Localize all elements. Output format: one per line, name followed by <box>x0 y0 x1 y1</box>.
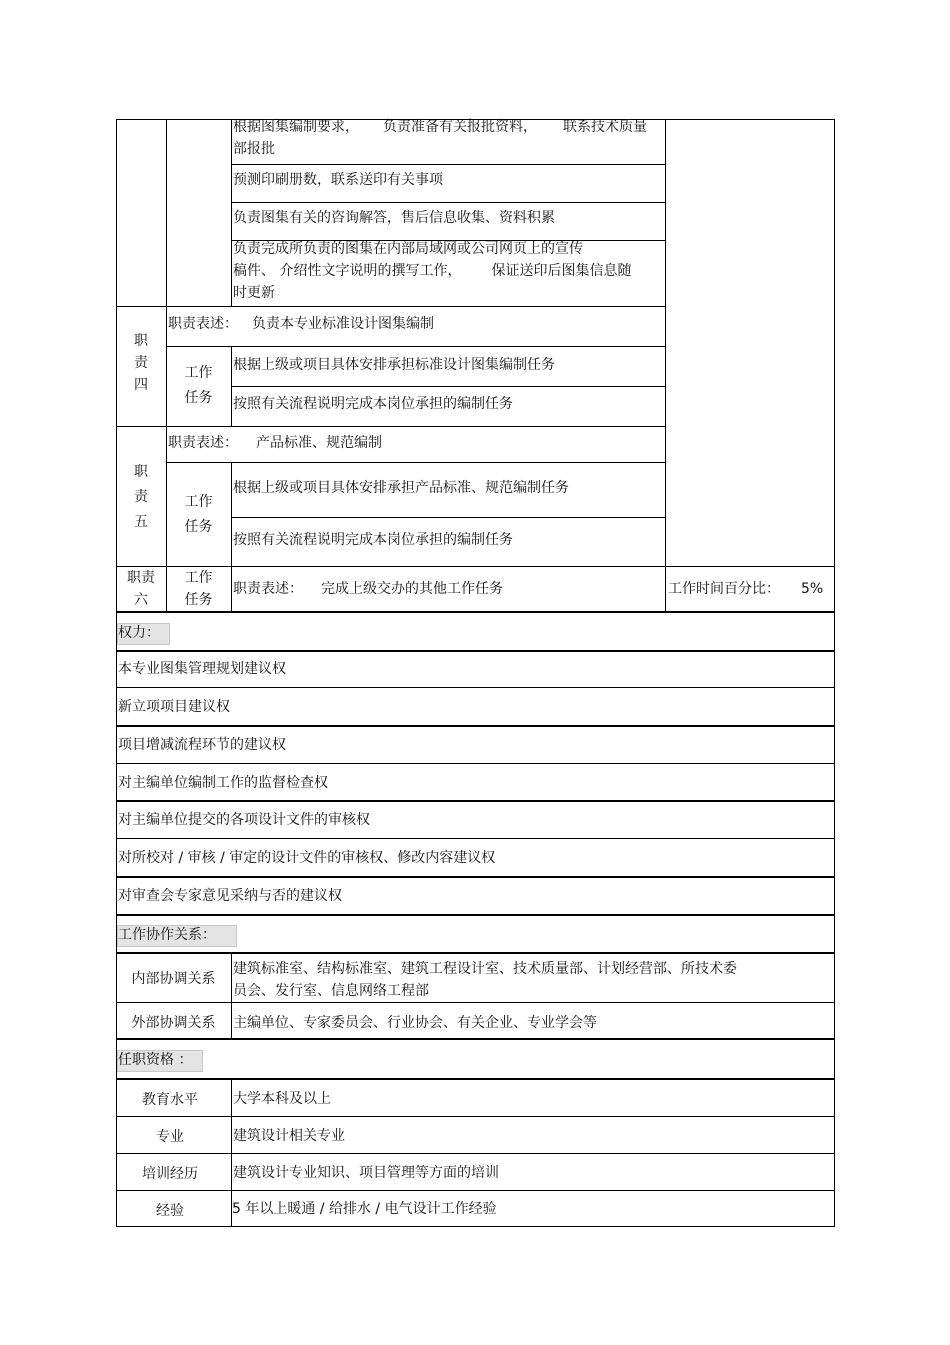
task-text: 根据图集编制要求， 负责准备有关报批资料， 联系技术质量 <box>233 119 647 135</box>
qualification-value: 建筑设计专业知识、项目管理等方面的培训 <box>233 1165 499 1181</box>
task-text: 根据上级或项目具体安排承担标准设计图集编制任务 <box>233 357 555 373</box>
external-value: 主编单位、专家委员会、行业协会、有关企业、专业学会等 <box>233 1015 597 1031</box>
time-percentage-value: 5% <box>801 581 824 597</box>
rule <box>231 119 232 306</box>
rule <box>116 914 835 916</box>
authority-item: 对主编单位提交的各项设计文件的审核权 <box>118 812 370 828</box>
authority-item: 对主编单位编制工作的监督检查权 <box>118 775 328 791</box>
rule <box>834 119 835 1227</box>
time-percentage-label: 工作时间百分比： <box>668 581 780 597</box>
qualification-label: 培训经历 <box>142 1166 198 1182</box>
task-text: 根据上级或项目具体安排承担产品标准、规范编制任务 <box>233 480 569 496</box>
rule <box>116 1078 835 1080</box>
internal-value: 员会、发行室、信息网络工程部 <box>233 983 429 999</box>
rule <box>116 838 834 839</box>
rule <box>116 1038 835 1040</box>
task-label: 工作 任务 <box>184 570 213 608</box>
rule <box>116 611 835 613</box>
qualification-label: 教育水平 <box>142 1092 198 1108</box>
internal-label: 内部协调关系 <box>131 971 216 987</box>
task-text: 负责完成所负责的图集在内部局域网或公司网页上的宣传 <box>233 241 583 257</box>
rule <box>116 306 665 307</box>
qualification-header: 任职资格 ： <box>118 1052 193 1068</box>
rule <box>116 800 835 802</box>
qualification-label: 经验 <box>156 1203 184 1219</box>
rule <box>665 119 666 612</box>
rule <box>116 952 835 954</box>
rule <box>116 763 834 764</box>
duty-description: 职责表述： 负责本专业标准设计图集编制 <box>168 316 434 332</box>
rule <box>231 517 665 518</box>
qualification-label: 专业 <box>156 1129 184 1145</box>
cooperation-header: 工作协作关系： <box>118 927 216 943</box>
internal-value: 建筑标准室、结构标准室、建筑工程设计室、技术质量部、计划经营部、所技术委 <box>233 961 737 977</box>
task-text: 稿件、 介绍性文字说明的撰写工作， 保证送印后图集信息随 <box>233 263 632 279</box>
duty-description: 职责表述： 完成上级交办的其他工作任务 <box>233 581 503 597</box>
authority-item: 项目增减流程环节的建议权 <box>118 737 286 753</box>
authority-item: 对所校对 / 审核 / 审定的设计文件的审核权、修改内容建议权 <box>118 850 496 866</box>
qualification-value: 大学本科及以上 <box>233 1091 331 1107</box>
rule <box>231 462 232 566</box>
duty-description: 职责表述： 产品标准、规范编制 <box>168 435 382 451</box>
authority-header: 权力： <box>118 625 160 641</box>
task-label: 工作 任务 <box>184 494 213 535</box>
rule <box>166 462 665 463</box>
authority-item: 本专业图集管理规划建议权 <box>118 661 286 677</box>
rule <box>166 346 665 347</box>
rule <box>116 1226 835 1227</box>
rule <box>116 687 834 688</box>
rule <box>231 386 665 387</box>
rule <box>231 202 665 203</box>
task-text: 按照有关流程说明完成本岗位承担的编制任务 <box>233 396 513 412</box>
rule <box>116 1116 834 1117</box>
task-text: 时更新 <box>233 285 275 301</box>
rule <box>116 1153 834 1154</box>
rule <box>116 876 835 878</box>
rule <box>116 1190 834 1191</box>
rule <box>166 119 167 306</box>
rule <box>116 650 835 652</box>
rule <box>231 566 232 612</box>
task-text: 部报批 <box>233 141 275 157</box>
task-text: 负责图集有关的咨询解答，售后信息收集、资料积累 <box>233 210 555 226</box>
rule <box>116 1002 834 1003</box>
authority-item: 新立项项目建议权 <box>118 699 230 715</box>
authority-item: 对审查会专家意见采纳与否的建议权 <box>118 888 342 904</box>
duty-label: 职责 六 <box>127 570 155 608</box>
task-text: 预测印刷册数，联系送印有关事项 <box>233 172 443 188</box>
rule <box>116 725 835 727</box>
rule <box>116 426 665 427</box>
qualification-value: 5 年以上暖通 / 给排水 / 电气设计工作经验 <box>232 1201 497 1217</box>
task-text: 按照有关流程说明完成本岗位承担的编制任务 <box>233 532 513 548</box>
task-label: 工作 任务 <box>184 365 213 406</box>
rule <box>231 953 232 1039</box>
duty-label: 职 责 五 <box>134 464 148 530</box>
qualification-value: 建筑设计相关专业 <box>233 1128 345 1144</box>
rule <box>231 164 665 165</box>
duty-label: 职 责 四 <box>134 333 148 393</box>
external-label: 外部协调关系 <box>131 1015 216 1031</box>
